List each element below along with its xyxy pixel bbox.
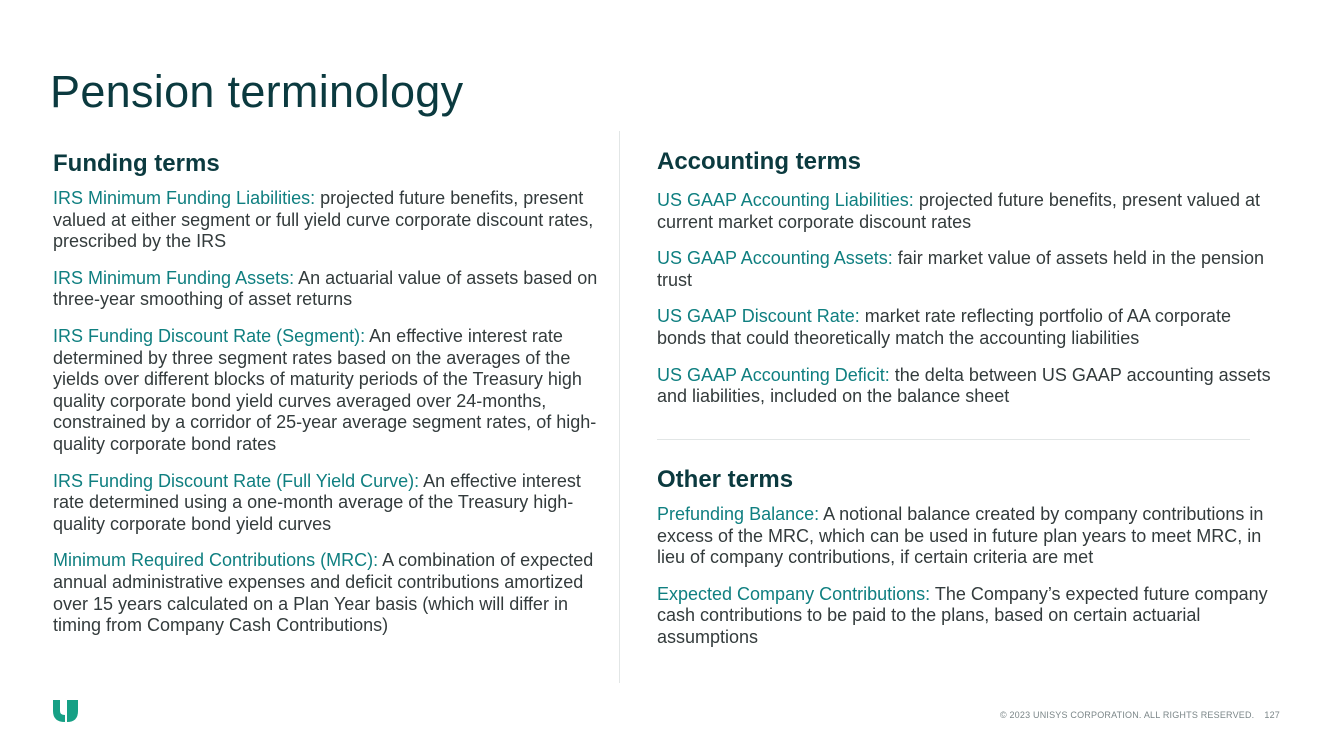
term-irs-discount-rate-full-yield xyxy=(53,471,608,536)
term-description: An effective interest rate determined by three segment rates based on the averages of the yields over different blocks of maturity periods of the Treasury high quality corporate bond yield curves averaged over 24-months, constrained by a corridor of 25-year average segment rates, of high-quality corporate bond rates xyxy=(53,325,597,454)
term-gaap-discount-rate xyxy=(657,306,1272,349)
term-description: A combination of expected annual administrative expenses and deficit contributions amortized over 15 years calculated on a Plan Year basis (which will differ in timing from Company Cash Contributions) xyxy=(53,550,594,636)
term-description: An effective interest rate determined using a one-month average of the Treasury high-quality corporate bond yield curves xyxy=(53,470,581,534)
term-description: fair market value of assets held in the pension trust xyxy=(657,248,1265,290)
term-description: projected future benefits, present valued at current market corporate discount rates xyxy=(657,190,1261,232)
term-mrc xyxy=(53,550,608,636)
page-title: Pension terminology xyxy=(50,66,464,117)
other-terms-section xyxy=(657,466,1272,664)
funding-terms-section xyxy=(53,150,608,652)
term-name: IRS Minimum Funding Liabilities: xyxy=(53,188,316,208)
term-name: US GAAP Accounting Liabilities: xyxy=(657,190,914,210)
term-description: market rate reflecting portfolio of AA corporate bonds that could theoretically match the accounting liabilities xyxy=(657,306,1231,348)
term-prefunding-balance xyxy=(657,504,1272,569)
term-gaap-liabilities xyxy=(657,190,1272,233)
term-name: IRS Minimum Funding Assets: xyxy=(53,267,295,288)
term-name: IRS Funding Discount Rate (Segment): xyxy=(53,325,366,346)
term-description: the delta between US GAAP accounting assets and liabilities, included on the balance sheet xyxy=(657,364,1271,407)
footer xyxy=(1000,710,1280,720)
term-gaap-assets xyxy=(657,248,1272,291)
unisys-logo-icon xyxy=(53,700,78,722)
accounting-terms-heading: Accounting terms xyxy=(657,148,862,175)
term-name: US GAAP Accounting Assets: xyxy=(657,248,893,269)
term-description: projected future benefits, present valued at either segment or full yield curve corporate discount rates, prescribed by the IRS xyxy=(53,188,594,252)
term-irs-discount-rate-segment xyxy=(53,326,608,456)
term-name: Prefunding Balance: xyxy=(657,504,820,524)
term-description: The Company’s expected future company cash contributions to be paid to the plans, based on certain actuarial assumptions xyxy=(657,583,1268,647)
column-divider xyxy=(619,131,620,683)
term-name: Minimum Required Contributions (MRC): xyxy=(53,550,379,571)
term-name: Expected Company Contributions: xyxy=(657,583,931,604)
term-gaap-deficit xyxy=(657,365,1272,408)
term-name: IRS Funding Discount Rate (Full Yield Curve): xyxy=(53,470,420,491)
term-name: US GAAP Discount Rate: xyxy=(657,306,860,327)
term-name: US GAAP Accounting Deficit: xyxy=(657,364,890,385)
accounting-terms-section xyxy=(657,148,1272,423)
other-terms-heading: Other terms xyxy=(657,466,794,493)
term-irs-min-funding-liabilities xyxy=(53,188,608,253)
term-description: A notional balance created by company contributions in excess of the MRC, which can be used in future plan years to meet MRC, in lieu of company contributions, if certain criteria are met xyxy=(657,504,1264,568)
page-number: 127 xyxy=(1264,710,1280,720)
term-irs-min-funding-assets xyxy=(53,268,608,311)
term-description: An actuarial value of assets based on three-year smoothing of asset returns xyxy=(53,267,598,310)
copyright-text: © 2023 UNISYS CORPORATION. ALL RIGHTS RESERVED. xyxy=(999,710,1255,720)
funding-terms-heading: Funding terms xyxy=(53,150,220,177)
section-divider xyxy=(657,439,1250,440)
term-expected-company-contributions xyxy=(657,584,1272,649)
